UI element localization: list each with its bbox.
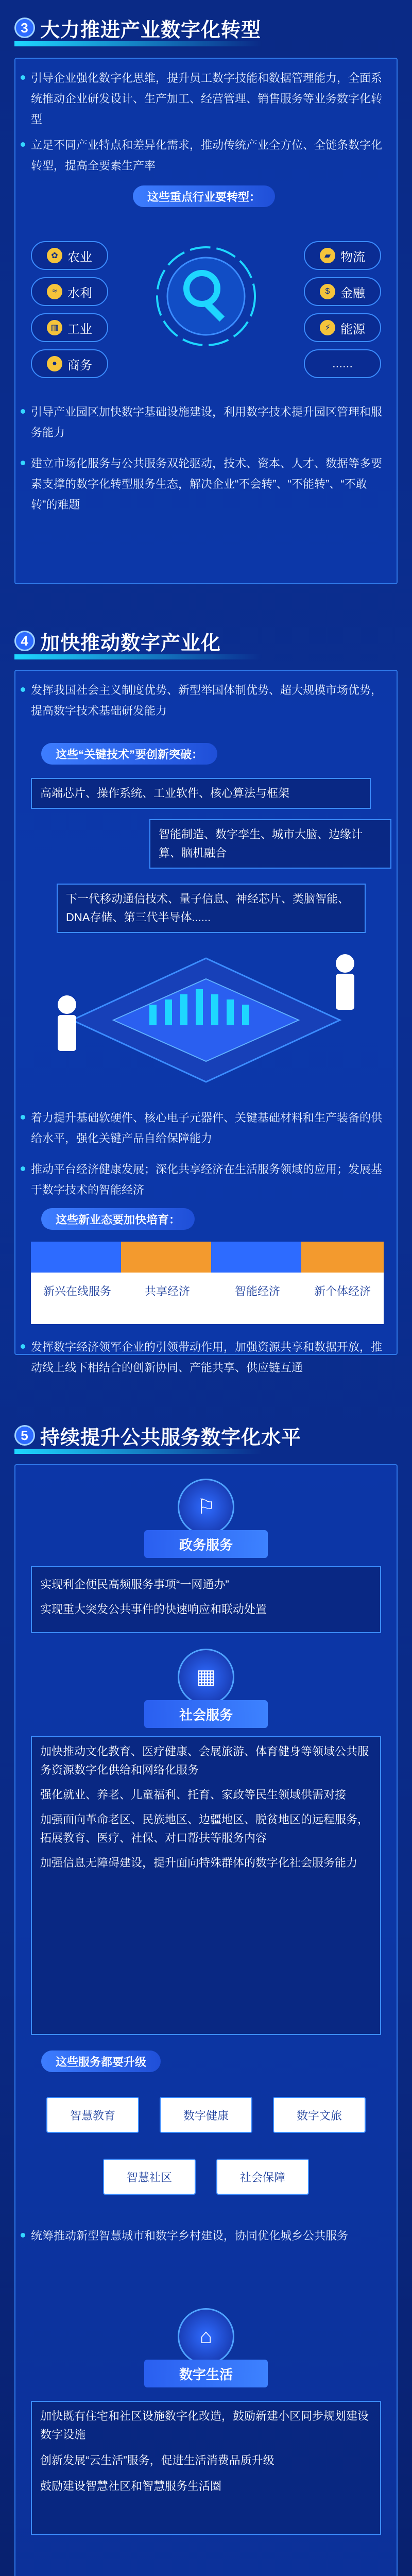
energy-icon: ⚡ xyxy=(320,320,335,335)
industry-logistics xyxy=(304,241,381,270)
industry-label: 农业 xyxy=(67,250,92,264)
title-underline xyxy=(14,654,262,659)
svc-card-culture: 数字文旅 xyxy=(273,2097,366,2133)
bullet-text: 引导产业园区加快数字基础设施建设，利用数字技术提升园区管理和服务能力 xyxy=(31,402,386,443)
section-3-title xyxy=(14,12,261,43)
svc-card-community: 智慧社区 xyxy=(103,2159,196,2195)
section-4-title xyxy=(14,625,221,656)
biz-tile-smart xyxy=(211,1242,304,1324)
tech-box-3: 下一代移动通信技术、量子信息、神经芯片、类脑智能、DNA存储、第三代半导体...... xyxy=(57,884,366,933)
upgrade-pill: 这些服务都要升级 xyxy=(41,2050,161,2072)
life-banner: 数字生活 xyxy=(144,2360,268,2387)
section-number: 4 xyxy=(14,631,35,651)
biz-label: 共享经济 xyxy=(144,1285,190,1298)
tech-box-1: 高端芯片、操作系统、工业软件、核心算法与框架 xyxy=(31,778,371,809)
circuit-icon xyxy=(31,927,381,1092)
bullet-text: 发挥我国社会主义制度优势、新型举国体制优势、超大规模市场优势，提高数字技术基础研发能力 xyxy=(31,680,386,721)
gov-box xyxy=(31,1566,381,1633)
title-underline xyxy=(14,1449,262,1454)
magnifier-icon xyxy=(154,227,258,366)
factory-icon: ▥ xyxy=(47,320,62,335)
biz-label: 新个体经济 xyxy=(314,1285,371,1298)
industry-label: 商务 xyxy=(67,358,92,372)
water-icon: ≈ xyxy=(47,284,62,299)
industry-label: 工业 xyxy=(67,322,92,336)
section-4-heading: 加快推动数字产业化 xyxy=(40,632,221,654)
industry-water xyxy=(31,277,108,306)
biz-tile-online xyxy=(31,1242,124,1324)
life-line: 创新发展“云生活”服务，促进生活消费品质升级 xyxy=(40,2454,274,2467)
society-line: 强化就业、养老、儿童福利、托育、家政等民生领域供需对接 xyxy=(40,1788,347,1801)
svc-card-health: 数字健康 xyxy=(160,2097,252,2133)
truck-icon: ▰ xyxy=(320,248,335,263)
section-5-title xyxy=(14,1420,301,1451)
bullet-text: 发挥数字经济领军企业的引领带动作用，加强资源共享和数据开放，推动线上线下相结合的创新协同、产能共享、供应链互通 xyxy=(31,1337,386,1378)
industry-more xyxy=(304,349,381,378)
life-line: 加快既有住宅和社区设施数字化改造，鼓励新建小区同步规划建设数字设施 xyxy=(40,2410,369,2441)
section-number: 3 xyxy=(14,18,35,38)
industry-finance xyxy=(304,277,381,306)
key-tech-pill: 这些“关键技术”要创新突破： xyxy=(41,743,217,765)
gov-line: 实现重大突发公共事件的快速响应和联动处置 xyxy=(40,1603,267,1616)
life-box xyxy=(31,2401,381,2535)
magnifier-graphic xyxy=(154,227,258,366)
biz-tile-sharing xyxy=(121,1242,214,1324)
industry-label: 水利 xyxy=(67,286,92,300)
new-biz-pill: 这些新业态要加快培育： xyxy=(41,1208,195,1230)
agriculture-icon: ✿ xyxy=(47,248,62,263)
gov-icon: ⚐ xyxy=(178,1479,234,1535)
bullet-text: 推动平台经济健康发展；深化共享经济在生活服务领域的应用；发展基于数字技术的智能经济 xyxy=(31,1159,386,1200)
section-5-heading: 持续提升公共服务数字化水平 xyxy=(40,1427,302,1449)
industry-energy xyxy=(304,313,381,342)
industry-commerce xyxy=(31,349,108,378)
society-box xyxy=(31,1736,381,2035)
svc-card-security: 社会保障 xyxy=(216,2159,309,2195)
svc-card-edu: 智慧教育 xyxy=(46,2097,139,2133)
bullet-text: 统筹推动新型智慧城市和数字乡村建设，协同优化城乡公共服务 xyxy=(31,2226,386,2246)
industry-agriculture xyxy=(31,241,108,270)
society-icon: ▦ xyxy=(178,1649,234,1705)
industry-label: 能源 xyxy=(340,322,365,336)
industry-label: ...... xyxy=(332,357,353,370)
industry-label: 金融 xyxy=(340,286,365,300)
chip-illustration xyxy=(31,927,381,1092)
industries-pill: 这些重点行业要转型： xyxy=(133,185,275,207)
section-number: 5 xyxy=(14,1425,35,1446)
title-underline xyxy=(14,41,262,46)
industry-label: 物流 xyxy=(340,250,365,264)
coin-icon: $ xyxy=(320,284,335,299)
commerce-icon: ● xyxy=(47,356,62,371)
bullet-text: 引导企业强化数字化思维，提升员工数字技能和数据管理能力，全面系统推动企业研发设计、生产加工、经营管理、销售服务等业务数字化转型 xyxy=(31,68,386,130)
bullet-text: 建立市场化服务与公共服务双轮驱动，技术、资本、人才、数据等多要素支撑的数字化转型服务生态，解决企业“不会转”、“不能转”、“不敢转”的难题 xyxy=(31,453,386,515)
bullet-text: 立足不同产业特点和差异化需求，推动传统产业全方位、全链条数字化转型，提高全要素生产率 xyxy=(31,135,386,176)
life-icon: ⌂ xyxy=(178,2308,234,2365)
gov-banner: 政务服务 xyxy=(144,1530,268,1558)
industry-industry xyxy=(31,313,108,342)
society-line: 加快推动文化教育、医疗健康、会展旅游、体育健身等领域公共服务资源数字化供给和网络化服务 xyxy=(40,1745,369,1776)
section-3-heading: 大力推进产业数字化转型 xyxy=(40,19,262,41)
biz-label: 新兴在线服务 xyxy=(43,1285,111,1298)
bullet-text: 着力提升基础软硬件、核心电子元器件、关键基础材料和生产装备的供给水平，强化关键产品自给保障能力 xyxy=(31,1108,386,1149)
life-line: 鼓励建设智慧社区和智慧服务生活圈 xyxy=(40,2480,222,2493)
tech-box-2: 智能制造、数字孪生、城市大脑、边缘计算、脑机融合 xyxy=(149,819,391,869)
society-banner: 社会服务 xyxy=(144,1700,268,1728)
biz-label: 智能经济 xyxy=(234,1285,280,1298)
society-line: 加强面向革命老区、民族地区、边疆地区、脱贫地区的远程服务，拓展教育、医疗、社保、对口帮扶等服务内容 xyxy=(40,1813,369,1844)
gov-line: 实现利企便民高频服务事项“一网通办” xyxy=(40,1578,229,1591)
society-line: 加强信息无障碍建设，提升面向特殊群体的数字化社会服务能力 xyxy=(40,1856,358,1869)
biz-tile-individual xyxy=(301,1242,384,1324)
